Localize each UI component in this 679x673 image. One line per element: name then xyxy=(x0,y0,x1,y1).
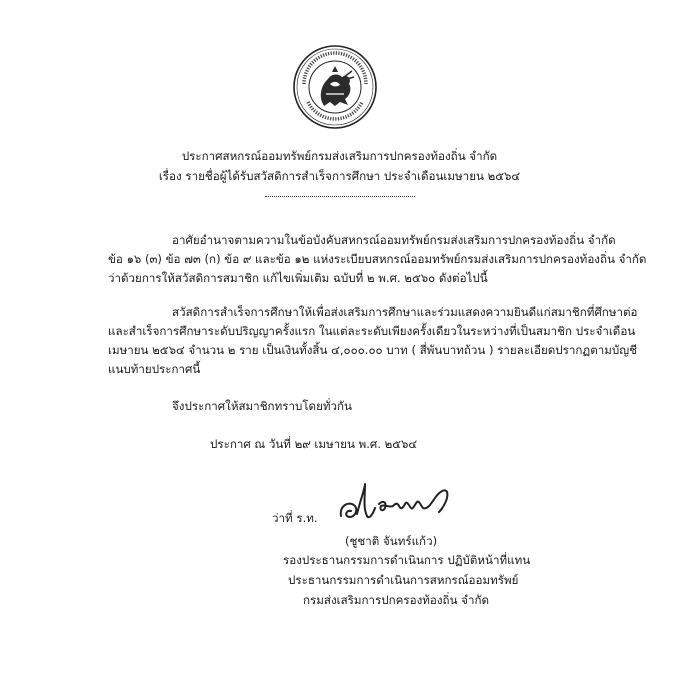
paragraph-1-line: ว่าด้วยการให้สวัสดิการสมาชิก แก้ไขเพิ่มเติม ฉบับที่ ๒ พ.ศ. ๒๕๖๐ ดังต่อไปนี้ xyxy=(108,271,488,285)
paragraph-2-line: และสำเร็จการศึกษาระดับปริญญาครั้งแรก ในแต่ละระดับเพียงครั้งเดียวในระหว่างที่เป็นสมาชิก ประจำเดือน xyxy=(108,324,636,338)
paragraph-1-line: อาศัยอำนาจตามความในข้อบังคับสหกรณ์ออมทรัพย์กรมส่งเสริมการปกครองท้องถิ่น จำกัด xyxy=(172,233,616,247)
signer-position-line: กรมส่งเสริมการปกครองท้องถิ่น จำกัด xyxy=(303,593,490,607)
announcement-subject: เรื่อง รายชื่อผู้ได้รับสวัสดิการสำเร็จการศึกษา ประจำเดือนเมษายน ๒๕๖๔ xyxy=(158,169,521,183)
paragraph-2-line: สวัสดิการสำเร็จการศึกษาให้เพื่อส่งเสริมการศึกษาและร่วมแสดงความยินดีแก่สมาชิกที่ศึกษาต่อ xyxy=(172,305,638,319)
paragraph-2-line: เมษายน ๒๕๖๔ จำนวน ๒ ราย เป็นเงินทั้งสิ้น ๔,๐๐๐.๐๐ บาท ( สี่พันบาทถ้วน ) รายละเอียดปรากฏตามบัญชี xyxy=(108,343,637,357)
signer-position-line: ประธานกรรมการดำเนินการสหกรณ์ออมทรัพย์ xyxy=(288,573,519,587)
signer-position-line: รองประธานกรรมการดำเนินการ ปฏิบัติหน้าที่แทน xyxy=(283,553,531,567)
paragraph-1-line: ข้อ ๑๖ (๓) ข้อ ๗๓ (ก) ข้อ ๙ และข้อ ๑๒ แห่งระเบียบสหกรณ์ออมทรัพย์กรมส่งเสริมการปกครองท้องถิ่น จำกัด xyxy=(108,252,647,266)
divider xyxy=(265,196,415,197)
cooperative-seal-logo xyxy=(292,44,378,130)
signer-name: (ชูชาติ จันทร์แก้ว) xyxy=(345,534,438,548)
notice-line: จึงประกาศให้สมาชิกทราบโดยทั่วกัน xyxy=(172,399,352,413)
paragraph-2-line: แนบท้ายประกาศนี้ xyxy=(108,362,201,376)
announcement-title: ประกาศสหกรณ์ออมทรัพย์กรมส่งเสริมการปกครองท้องถิ่น จำกัด xyxy=(181,149,498,163)
announcement-date: ประกาศ ณ วันที่ ๒๙ เมษายน พ.ศ. ๒๕๖๔ xyxy=(210,437,418,451)
signer-rank: ว่าที่ ร.ท. xyxy=(272,511,318,525)
handwritten-signature xyxy=(335,478,465,528)
